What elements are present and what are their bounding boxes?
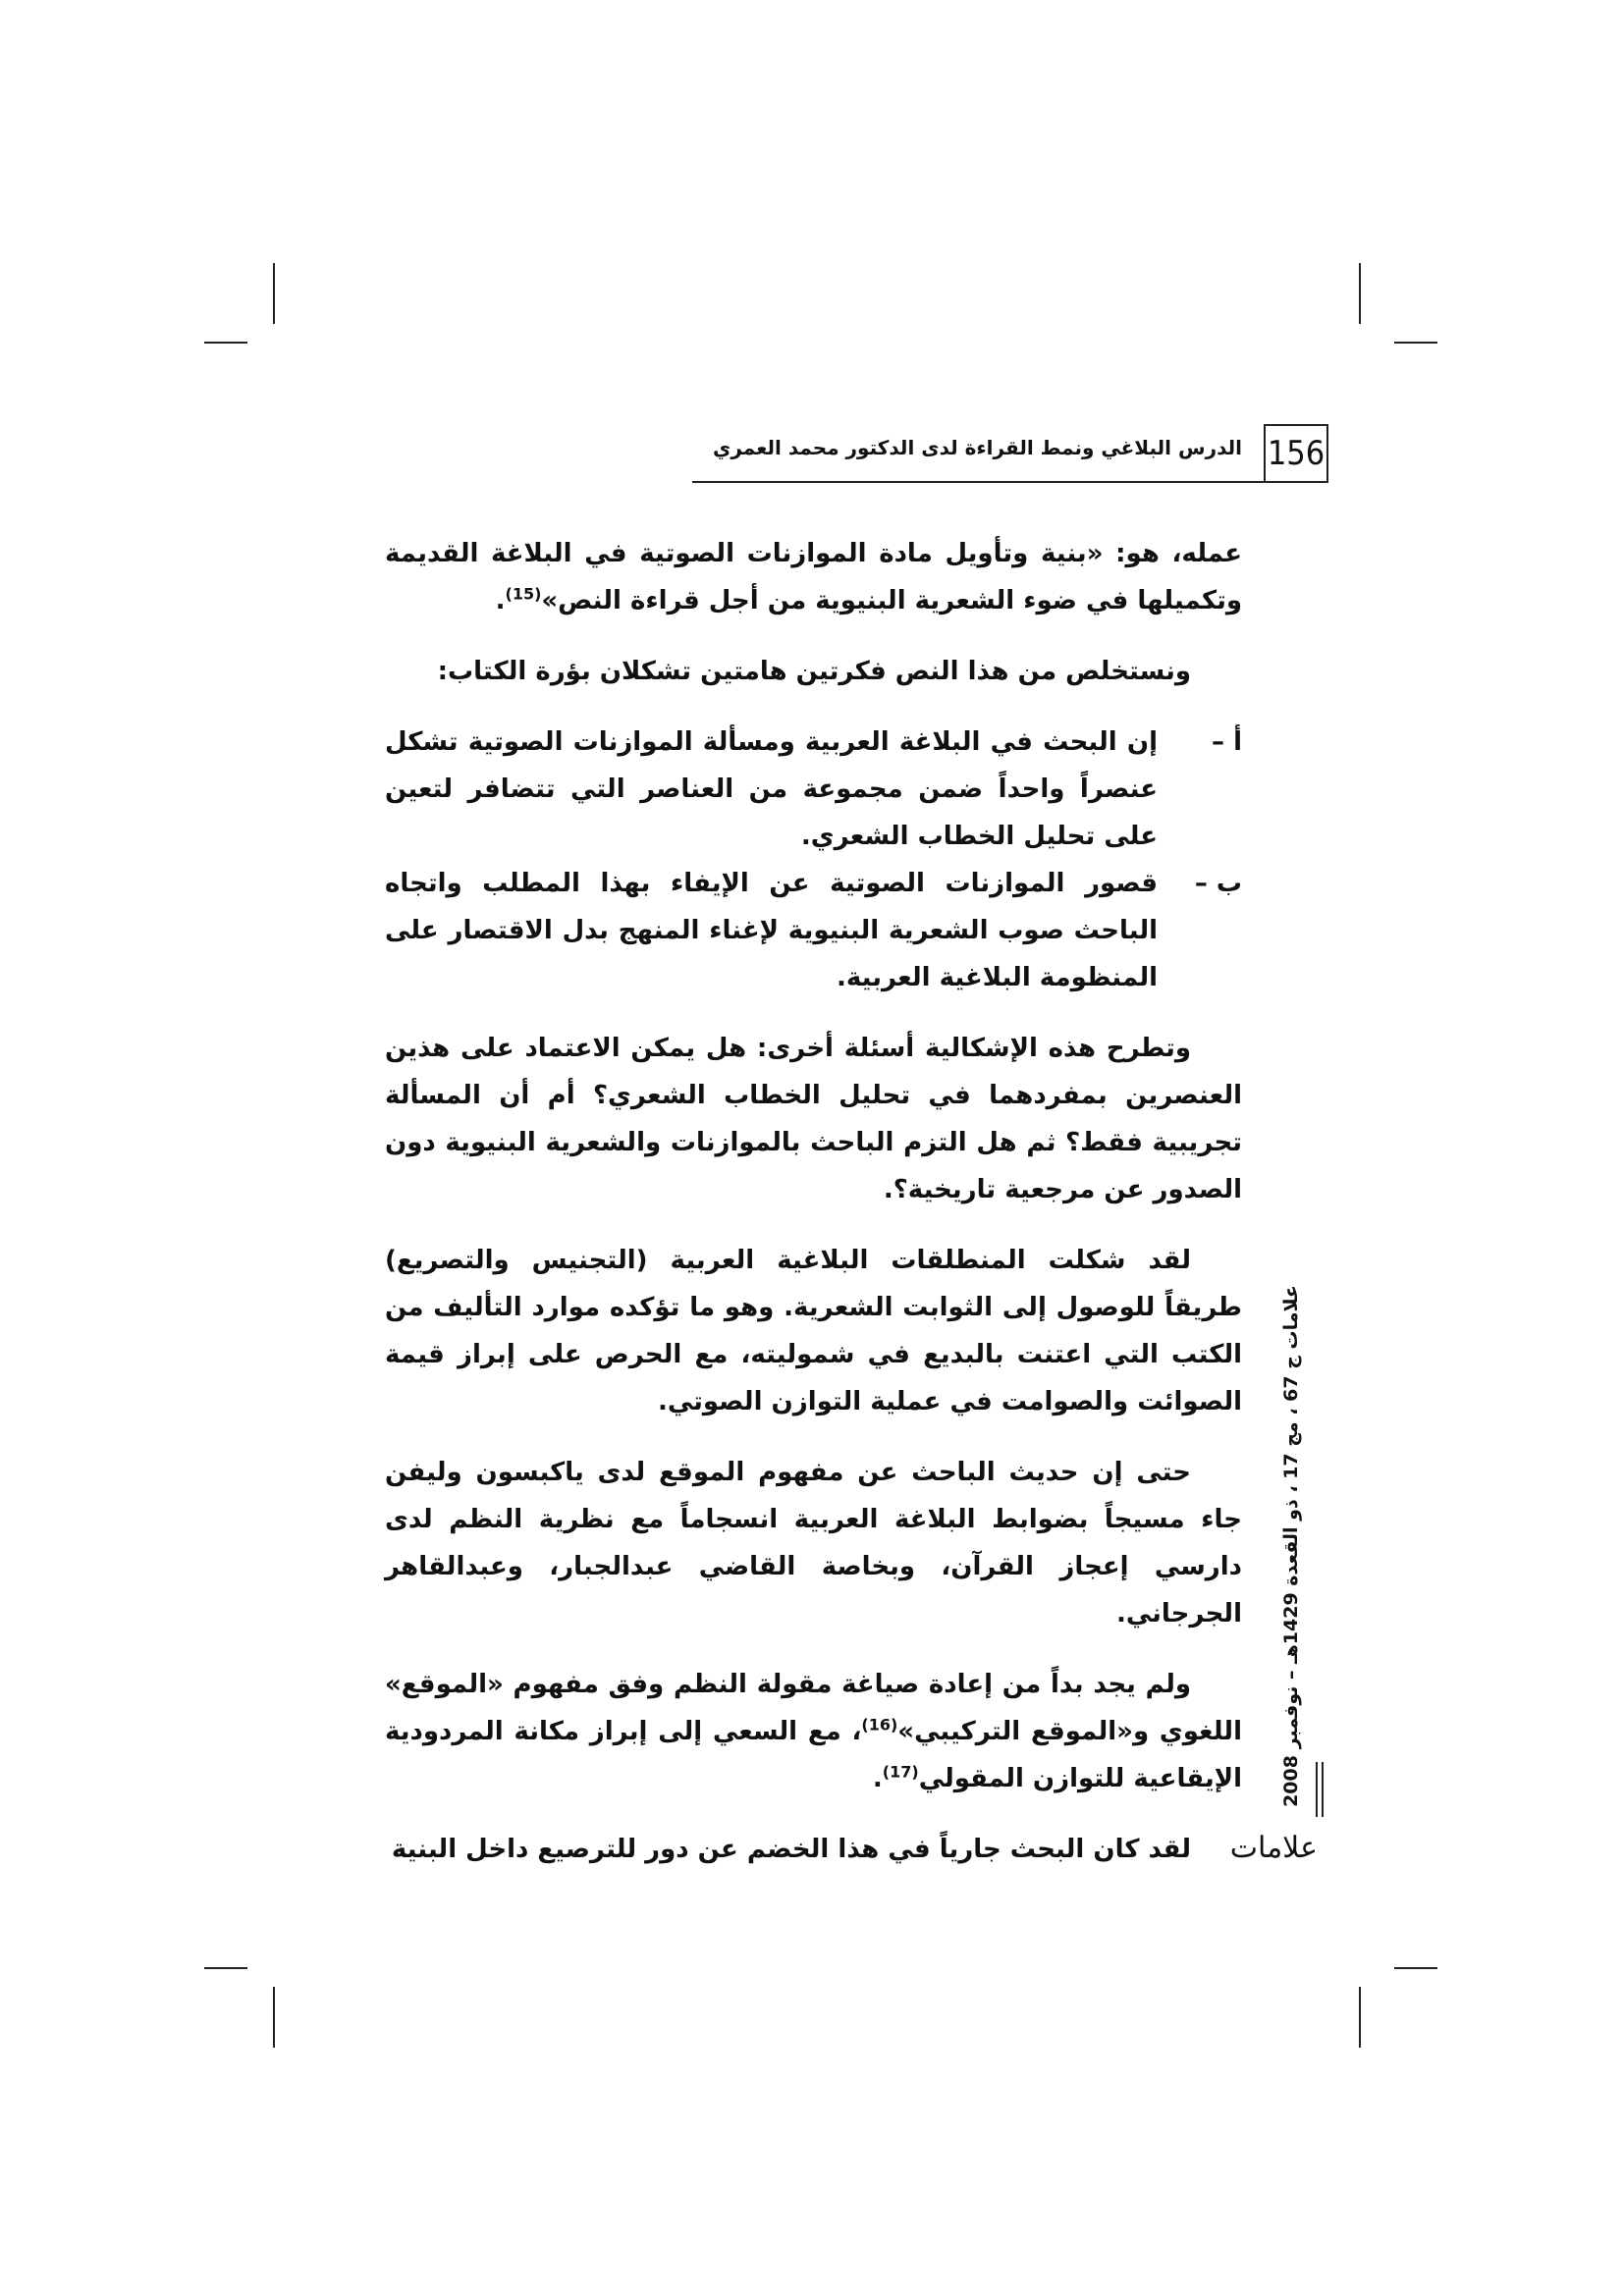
- page-number: 156: [1264, 424, 1328, 483]
- side-rule: [1316, 1762, 1318, 1817]
- journal-caption: علامات ج 67 ، مج 17 ، ذو القعدة 1429هـ – نوفمبر 2008: [1280, 1285, 1302, 1807]
- crop-mark: [1359, 263, 1361, 324]
- crop-mark: [273, 1987, 275, 2048]
- journal-logo: علامات: [1229, 1831, 1318, 1865]
- list: [385, 719, 1242, 1001]
- crop-mark: [1394, 1967, 1437, 1969]
- crop-mark: [204, 1967, 247, 1969]
- list-marker: ب –: [1194, 869, 1242, 898]
- paragraph: وتطرح هذه الإشكالية أسئلة أخرى: هل يمكن الاعتماد على هذين العنصرين بمفردهما في تحليل الخطاب الشعري؟ أم أن المسألة تجريبية فقط؟ ثم هل التزم الباحث بالموازنات والشعرية البنيوية دون الصدور عن مرجعية تاريخية؟.: [385, 1034, 1242, 1204]
- crop-mark: [1394, 342, 1437, 344]
- list-item-text: قصور الموازنات الصوتية عن الإيفاء بهذا المطلب واتجاه الباحث صوب الشعرية البنيوية لإغناء المنهج بدل الاقتصار على المنظومة البلاغية العربية.: [385, 869, 1158, 992]
- body-text: [385, 530, 1242, 1896]
- footnote-ref: (17): [882, 1762, 919, 1782]
- paragraph: حتى إن حديث الباحث عن مفهوم الموقع لدى ياكبسون وليفن جاء مسيجاً بضوابط البلاغة العربية انسجاماً مع نظرية النظم لدى دارسي إعجاز القرآن، وبخاصة القاضي عبدالجبار، وعبدالقاهر الجرجاني.: [385, 1458, 1242, 1629]
- page-header: [692, 424, 1328, 483]
- paragraph: ونستخلص من هذا النص فكرتين هامتين تشكلان بؤرة الكتاب:: [437, 657, 1191, 686]
- crop-mark: [273, 263, 275, 324]
- list-item: [385, 719, 1242, 860]
- crop-mark: [204, 342, 247, 344]
- side-rule: [1322, 1762, 1324, 1817]
- footnote-ref: (16): [861, 1715, 898, 1735]
- paragraph: عمله، هو: «بنية وتأويل مادة الموازنات الصوتية في البلاغة القديمة وتكميلها في ضوء الشعرية البنيوية من أجل قراءة النص»$^{(15)}$.: [385, 539, 1242, 615]
- paragraph: ولم يجد بداً من إعادة صياغة مقولة النظم وفق مفهوم «الموقع» اللغوي و«الموقع التركيبي»$^{(16)}$، مع السعي إلى إبراز مكانة المردودية الإيقاعية للتوازن المقولي$^{(17)}$.: [385, 1670, 1242, 1793]
- list-marker: أ –: [1212, 727, 1242, 757]
- list-item-text: إن البحث في البلاغة العربية ومسألة الموازنات الصوتية تشكل عنصراً واحداً ضمن مجموعة من العناصر التي تتضافر لتعين على تحليل الخطاب الشعري.: [385, 727, 1158, 851]
- header-rule: [692, 481, 1328, 483]
- list-item: [385, 860, 1242, 1001]
- running-title: الدرس البلاغي ونمط القراءة لدى الدكتور محمد العمري: [713, 436, 1242, 459]
- paragraph: لقد شكلت المنطلقات البلاغية العربية (التجنيس والتصريع) طريقاً للوصول إلى الثوابت الشعرية. وهو ما تؤكده موارد التأليف من الكتب التي اعتنت بالبديع في شموليته، مع الحرص على إبراز قيمة الصوائت والصوامت في عملية التوازن الصوتي.: [385, 1246, 1242, 1416]
- paragraph: لقد كان البحث جارياً في هذا الخضم عن دور للترصيع داخل البنية: [391, 1835, 1191, 1864]
- crop-mark: [1359, 1987, 1361, 2048]
- footnote-ref: (15): [505, 584, 542, 604]
